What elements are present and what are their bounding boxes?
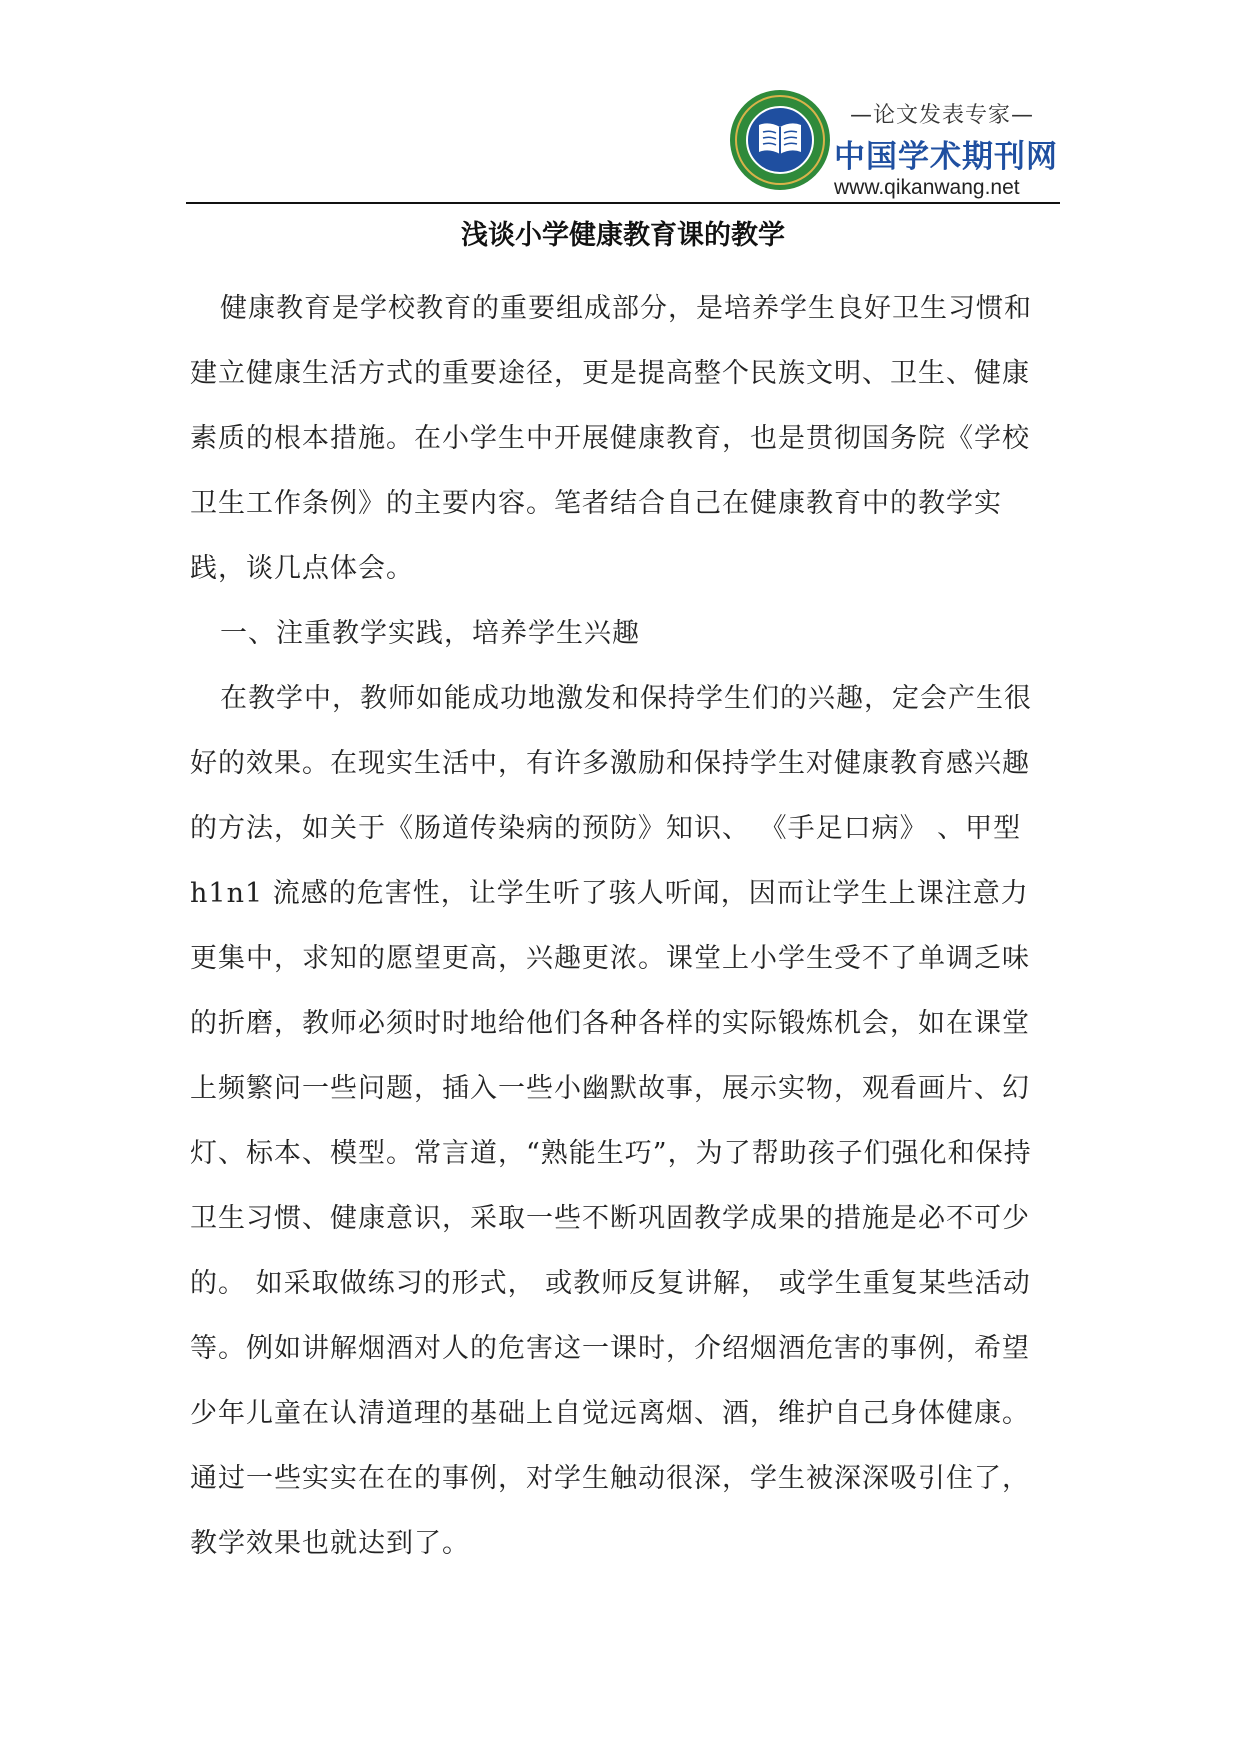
- section-heading: 一、注重教学实践，培养学生兴趣: [220, 618, 640, 649]
- paragraph-intro: 健康教育是学校教育的重要组成部分，是培养学生良好卫生习惯和建立健康生活方式的重要途径，更是提高整个民族文明、卫生、健康素质的根本措施。在小学生中开展健康教育，也是贯彻国务院《学校卫生工作条例》的主要内容。笔者结合自己在健康教育中的教学实践，谈几点体会。: [190, 293, 1032, 584]
- logo-tagline: —论文发表专家—: [849, 103, 1034, 128]
- logo-seal-icon: [728, 88, 832, 192]
- logo-text: [834, 88, 1058, 200]
- paragraph-section-1: 在教学中，教师如能成功地激发和保持学生们的兴趣，定会产生很好的效果。在现实生活中，有许多激励和保持学生对健康教育感兴趣的方法，如关于《肠道传染病的预防》知识、 《手足口病》 、甲型 h1n1 流感的危害性，让学生听了骇人听闻，因而让学生上课注意力更集中，求知的愿望更高，兴趣更浓。课堂上小学生受不了单调乏味的折磨，教师必须时时地给他们各种各样的实际锻炼机会，如在课堂上频繁问一些问题，插入一些小幽默故事，展示实物，观看画片、幻灯、标本、模型。常言道，“熟能生巧”，为了帮助孩子们强化和保持卫生习惯、健康意识，采取一些不断巩固教学成果的措施是必不可少的。 如采取做练习的形式， 或教师反复讲解， 或学生重复某些活动等。例如讲解烟酒对人的危害这一课时，介绍烟酒危害的事例，希望少年儿童在认清道理的基础上自觉远离烟、酒，维护自己身体健康。通过一些实实在在的事例，对学生触动很深，学生被深深吸引住了，教学效果也就达到了。: [190, 683, 1032, 1559]
- logo-site-name: 中国学术期刊网: [834, 139, 1058, 175]
- article-body: [190, 276, 1050, 1576]
- article-title: 浅谈小学健康教育课的教学: [461, 220, 785, 251]
- page-header: [186, 84, 1060, 204]
- header-divider: [186, 202, 1060, 204]
- logo-url: www.qikanwang.net: [834, 176, 1020, 199]
- site-logo: [728, 88, 1058, 199]
